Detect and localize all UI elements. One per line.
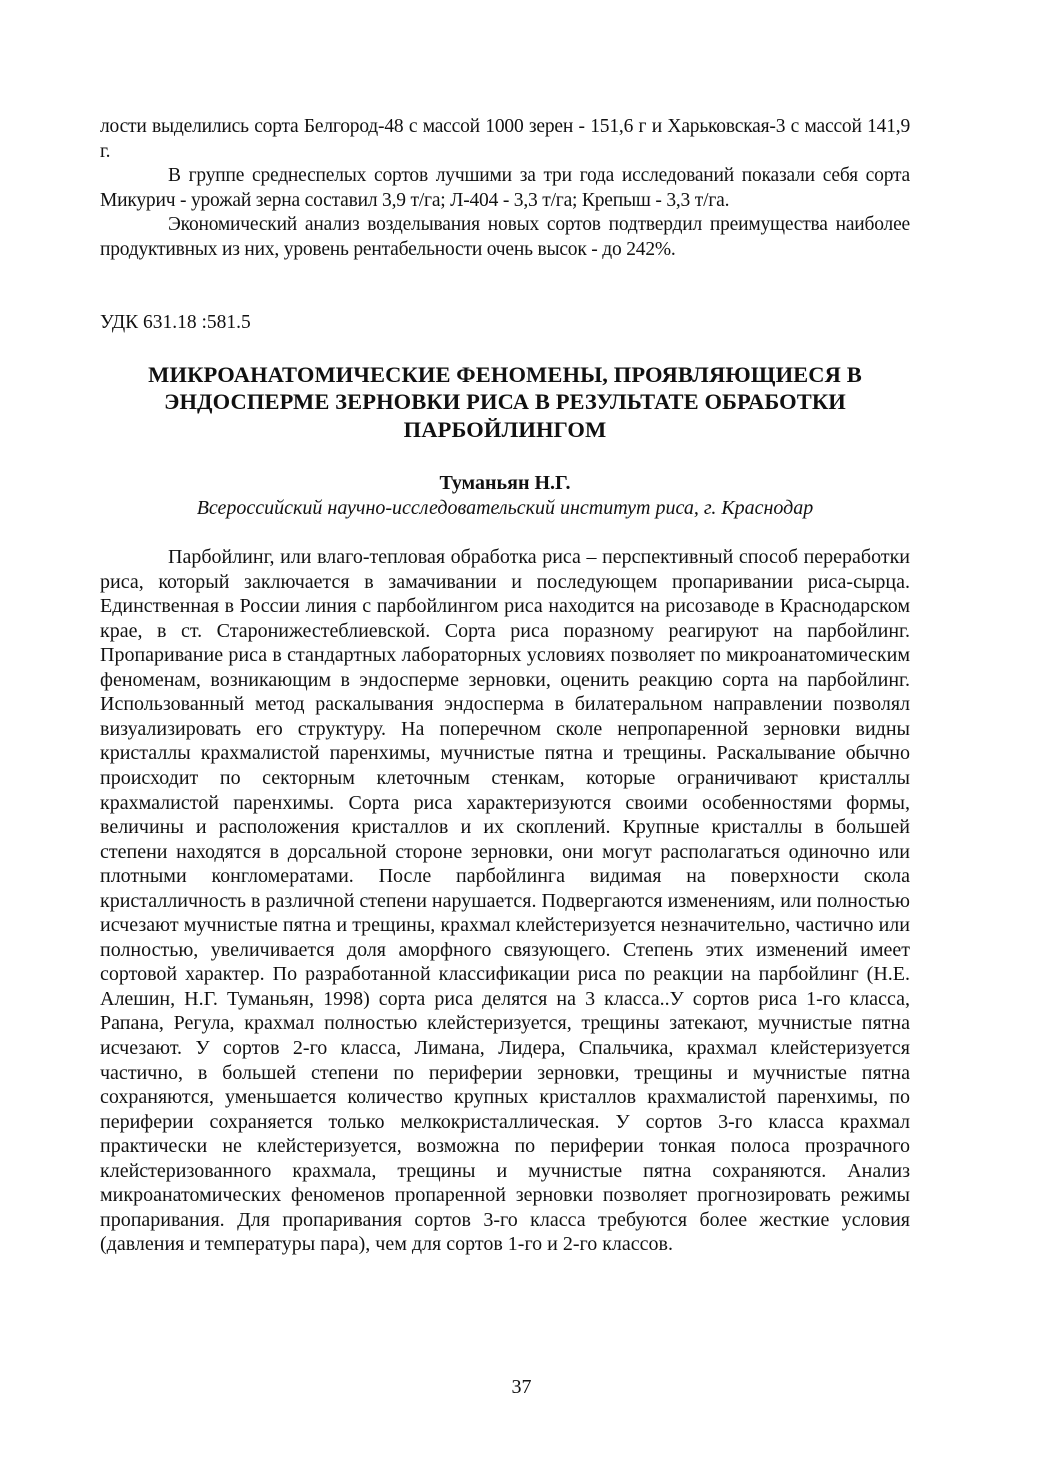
previous-article-ending [100,115,910,263]
article-body [100,545,910,1257]
paragraph-continuation: лости выделились сорта Белгород-48 с массой 1000 зерен - 151,6 г и Харьковская-3 с массой 141,9 г. [100,116,910,162]
title-line-1: МИКРОАНАТОМИЧЕСКИЕ ФЕНОМЕНЫ, ПРОЯВЛЯЮЩИЕСЯ В [148,361,862,387]
body-paragraph: Парбойлинг, или влаго-тепловая обработка риса – перспективный способ переработки риса, который заключается в замачивании и последующем пропаривании риса-сырца. Единственная в России линия с парбойлингом риса находится на рисозаводе в Краснодарском крае, в ст. Старонижестеблиевской. Сорта риса поразному реагируют на парбойлинг. Пропаривание риса в стандартных лабораторных условиях позволяет по микроанатомическим феноменам, возникающим в эндосперме зерновки, оценить реакцию сорта на парбойлинг. Использованный метод раскалывания эндосперма в билатеральном направлении позволял визуализировать его структуру. На поперечном сколе непропаренной зерновки видны кристаллы крахмалистой паренхимы, мучнистые пятна и трещины. Раскалывание обычно происходит по секторным клеточным стенкам, которые ограничивают кристаллы крахмалистой паренхимы. Сорта риса характеризуются своими особенностями формы, величины и расположения кристаллов и их скоплений. Крупные кристаллы в большей степени находятся в дорсальной стороне зерновки, они могут располагаться одиночно или плотными конгломератами. После парбойлинга видимая на поверхности скола кристалличность в различной степени нарушается. Подвергаются изменениям, или полностью исчезают мучнистые пятна и трещины, крахмал клейстеризуется незначительно, частично или полностью, увеличивается доля аморфного связующего. Степень этих изменений имеет сортовой характер. По разработанной классификации риса по реакции на парбойлинг (Н.Е. Алешин, Н.Г. Туманьян, 1998) сорта риса делятся на 3 класса..У сортов риса 1-го класса, Рапана, Регула, крахмал полностью клейстеризуется, трещины затекают, мучнистые пятна исчезают. У сортов 2-го класса, Лимана, Лидера, Спальчика, крахмал клейстеризуется частично, в большей степени по периферии зерновки, трещины и мучнистые пятна сохраняются, уменьшается количество крупных кристаллов крахмалистой паренхимы, по периферии сохраняется только мелкокристаллическая. У сортов 3-го класса крахмал практически не клейстеризуется, возможна по периферии тонкая полоса прозрачного клейстеризованного крахмала, трещины и мучнистые пятна сохраняются. Анализ микроанатомических феноменов пропаренной зерновки позволяет прогнозировать режимы пропаривания. Для пропаривания сортов 3-го класса требуются более жесткие условия (давления и температуры пара), чем для сортов 1-го и 2-го классов. [100,546,910,1256]
title-line-3: ПАРБОЙЛИНГОМ [403,416,607,442]
paragraph-economic-analysis: Экономический анализ возделывания новых сортов подтвердил преимущества наиболее продуктивных из них, уровень рентабельности очень высок - до 242%. [100,214,910,260]
author-affiliation: Всероссийский научно-исследовательский институт риса, г. Краснодар [196,497,814,520]
document-page [100,115,910,1257]
article-title [100,361,910,444]
page-number: 37 [511,1376,532,1398]
paragraph-mid-season-varieties: В группе среднеспелых сортов лучшими за три года исследований показали себя сорта Микурич - урожай зерна составил 3,9 т/га; Л-404 - 3,3 т/га; Крепыш - 3,3 т/га. [100,165,910,211]
title-line-2: ЭНДОСПЕРМЕ ЗЕРНОВКИ РИСА В РЕЗУЛЬТАТЕ ОБРАБОТКИ [164,389,846,415]
udk-code: УДК 631.18 :581.5 [100,311,251,333]
author-name: Туманьян Н.Г. [439,472,571,495]
